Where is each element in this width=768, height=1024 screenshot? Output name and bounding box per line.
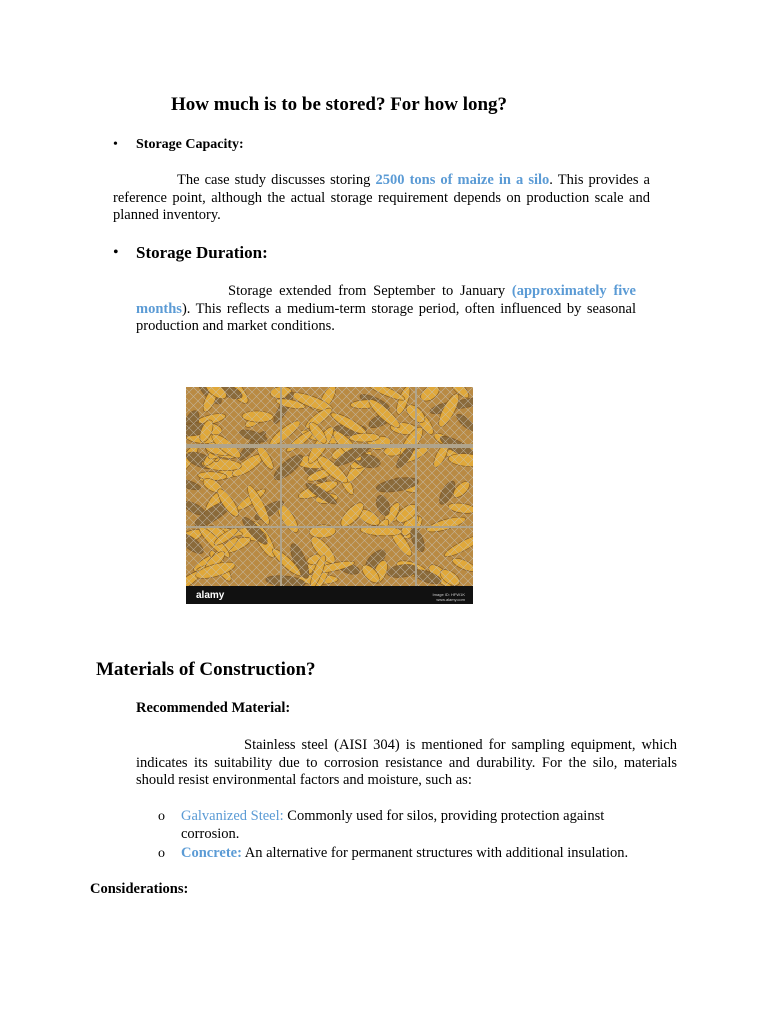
image-footer-bar <box>186 586 473 604</box>
considerations-label: Considerations: <box>90 881 189 897</box>
corn-cobs-illustration <box>186 387 473 586</box>
alamy-logo: alamy <box>196 590 225 601</box>
storage-duration-paragraph <box>136 283 636 336</box>
bullet-storage-capacity <box>113 136 118 153</box>
storage-capacity-text-after: . This provides a reference point, although the actual storage requirement depends on production scale and planned inventory. <box>113 172 650 223</box>
materials-heading: Materials of Construction? <box>96 659 316 680</box>
corn-cob <box>242 410 274 422</box>
storage-duration-text-before: Storage extended from September to January <box>228 283 512 299</box>
material-desc: An alternative for permanent structures with additional insulation. <box>241 845 629 861</box>
storage-capacity-paragraph <box>113 172 650 225</box>
storage-duration-text-after: ). This reflects a medium-term storage period, often influenced by seasonal production and market conditions. <box>136 300 636 334</box>
image-credit: Image ID: HFW1K www.alamy.com <box>432 592 465 602</box>
recommended-material-label: Recommended Material: <box>136 700 291 716</box>
bullet-dot: • <box>113 244 119 261</box>
bullet-storage-duration <box>113 244 119 262</box>
storage-duration-highlight: (approximately five months <box>136 283 636 317</box>
storage-capacity-highlight: 2500 tons of maize in a silo <box>375 172 550 188</box>
corn-cobs-image <box>186 387 473 604</box>
material-item-galvanized <box>181 808 641 843</box>
material-desc: Commonly used for silos, providing protection against corrosion. <box>181 808 605 842</box>
list-marker: o <box>158 809 165 824</box>
bullet-dot: • <box>113 137 118 152</box>
list-marker: o <box>158 846 165 861</box>
storage-duration-label: Storage Duration: <box>136 243 268 262</box>
storage-capacity-label: Storage Capacity: <box>136 137 244 152</box>
material-name: Galvanized Steel: <box>181 808 284 824</box>
page-title: How much is to be stored? For how long? <box>171 94 508 115</box>
material-name: Concrete: <box>181 845 242 861</box>
storage-capacity-text-before: The case study discusses storing <box>177 172 376 188</box>
material-item-concrete <box>181 845 681 863</box>
materials-intro-paragraph: Stainless steel (AISI 304) is mentioned for sampling equipment, which indicates its suitability due to corrosion resistance and durability. For the silo, materials should resist environmental factors and moisture, such as: <box>136 737 677 788</box>
